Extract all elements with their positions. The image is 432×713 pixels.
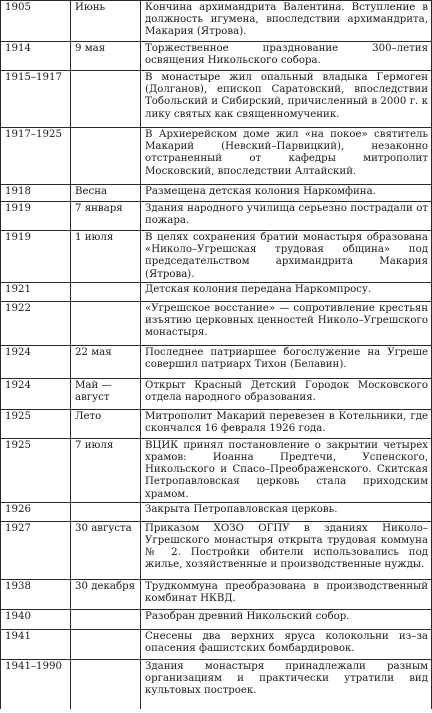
date-cell xyxy=(71,609,141,629)
event-cell: Трудкоммуна преобразована в производственный комбинат НКВД. xyxy=(141,579,432,609)
chronology-table-body xyxy=(1,1,432,710)
event-cell: В целях сохранения братии монастыря образована «Николо–Угрешская трудовая община» под председательством архимандрита Макария (Ятрова). xyxy=(141,231,432,283)
event-cell: Разобран древний Никольский собор. xyxy=(141,609,432,629)
year-cell: 1922 xyxy=(1,301,71,345)
date-cell xyxy=(71,282,141,301)
event-cell: Открыт Красный Детский Городок Московского отдела народного образования. xyxy=(141,378,432,409)
date-cell: Июнь xyxy=(71,1,141,42)
year-cell: 1918 xyxy=(1,185,71,202)
date-cell: Лето xyxy=(71,409,141,438)
date-cell xyxy=(71,128,141,185)
date-cell xyxy=(71,502,141,521)
year-cell: 1925 xyxy=(1,409,71,438)
date-cell: Весна xyxy=(71,185,141,202)
year-cell: 1905 xyxy=(1,1,71,42)
date-cell: 7 января xyxy=(71,202,141,231)
year-cell: 1925 xyxy=(1,438,71,502)
table-row xyxy=(1,301,432,345)
table-row xyxy=(1,345,432,378)
date-cell: 7 июля xyxy=(71,438,141,502)
year-cell: 1915–1917 xyxy=(1,71,71,128)
year-cell: 1919 xyxy=(1,202,71,231)
table-row xyxy=(1,609,432,629)
date-cell: Май — август xyxy=(71,378,141,409)
year-cell: 1941–1990 xyxy=(1,659,71,709)
date-cell: 30 декабря xyxy=(71,579,141,609)
date-cell xyxy=(71,629,141,659)
year-cell: 1917–1925 xyxy=(1,128,71,185)
date-cell xyxy=(71,71,141,128)
year-cell: 1914 xyxy=(1,42,71,71)
table-row xyxy=(1,282,432,301)
year-cell: 1940 xyxy=(1,609,71,629)
table-row xyxy=(1,659,432,709)
date-cell: 1 июля xyxy=(71,231,141,283)
event-cell: Размещена детская колония Наркомфина. xyxy=(141,185,432,202)
table-row xyxy=(1,128,432,185)
table-row xyxy=(1,409,432,438)
event-cell: Последнее патриаршее богослужение на Угреше совершил патриарх Тихон (Белавин). xyxy=(141,345,432,378)
year-cell: 1927 xyxy=(1,521,71,579)
event-cell: Детская колония передана Наркомпросу. xyxy=(141,282,432,301)
table-row xyxy=(1,438,432,502)
table-row xyxy=(1,1,432,42)
date-cell xyxy=(71,301,141,345)
table-row xyxy=(1,231,432,283)
event-cell: Торжественное празднование 300–летия освящения Никольского собора. xyxy=(141,42,432,71)
date-cell: 30 августа xyxy=(71,521,141,579)
year-cell: 1924 xyxy=(1,345,71,378)
year-cell: 1919 xyxy=(1,231,71,283)
event-cell: В монастыре жил опальный владыка Гермоген (Долганов), епископ Саратовский, впоследствии Тобольский и Сибирский, причисленный в 2000 г. к лику святых как священномученик. xyxy=(141,71,432,128)
table-row xyxy=(1,629,432,659)
event-cell: В Архиерейском доме жил «на покое» святитель Макарий (Невский–Парвицкий), незаконно отстраненный от кафедры митрополит Московский, впоследствии Алтайский. xyxy=(141,128,432,185)
table-row xyxy=(1,71,432,128)
event-cell: Снесены два верхних яруса колокольни из–за опасения фашистских бомбардировок. xyxy=(141,629,432,659)
date-cell: 9 мая xyxy=(71,42,141,71)
event-cell: Приказом ХОЗО ОГПУ в зданиях Николо–Угрешского монастыря открыта трудовая коммуна № 2. Постройки обители использовались под жилье, хозяйственные и производственные нужды. xyxy=(141,521,432,579)
year-cell: 1921 xyxy=(1,282,71,301)
table-row xyxy=(1,502,432,521)
table-row xyxy=(1,202,432,231)
table-row xyxy=(1,185,432,202)
event-cell: «Угрешское восстание» — сопротивление крестьян изъятию церковных ценностей Николо–Угрешского монастыря. xyxy=(141,301,432,345)
date-cell xyxy=(71,659,141,709)
date-cell: 22 мая xyxy=(71,345,141,378)
event-cell: Здания народного училища серьезно пострадали от пожара. xyxy=(141,202,432,231)
year-cell: 1941 xyxy=(1,629,71,659)
table-row xyxy=(1,42,432,71)
table-row xyxy=(1,521,432,579)
year-cell: 1926 xyxy=(1,502,71,521)
event-cell: Митрополит Макарий перевезен в Котельники, где скончался 16 февраля 1926 года. xyxy=(141,409,432,438)
year-cell: 1924 xyxy=(1,378,71,409)
table-row xyxy=(1,378,432,409)
year-cell: 1938 xyxy=(1,579,71,609)
event-cell: Здания монастыря принадлежали разным организациям и практически утратили вид культовых построек. xyxy=(141,659,432,709)
event-cell: Кончина архимандрита Валентина. Вступление в должность игумена, впоследствии архимандрита, Макария (Ятрова). xyxy=(141,1,432,42)
table-row xyxy=(1,579,432,609)
event-cell: Закрыта Петропавловская церковь. xyxy=(141,502,432,521)
event-cell: ВЦИК принял постановление о закрытии четырех храмов: Иоанна Предтечи, Успенского, Никольского и Спасо–Преображенского. Скитская Петропавловская церковь стала приходским храмом. xyxy=(141,438,432,502)
